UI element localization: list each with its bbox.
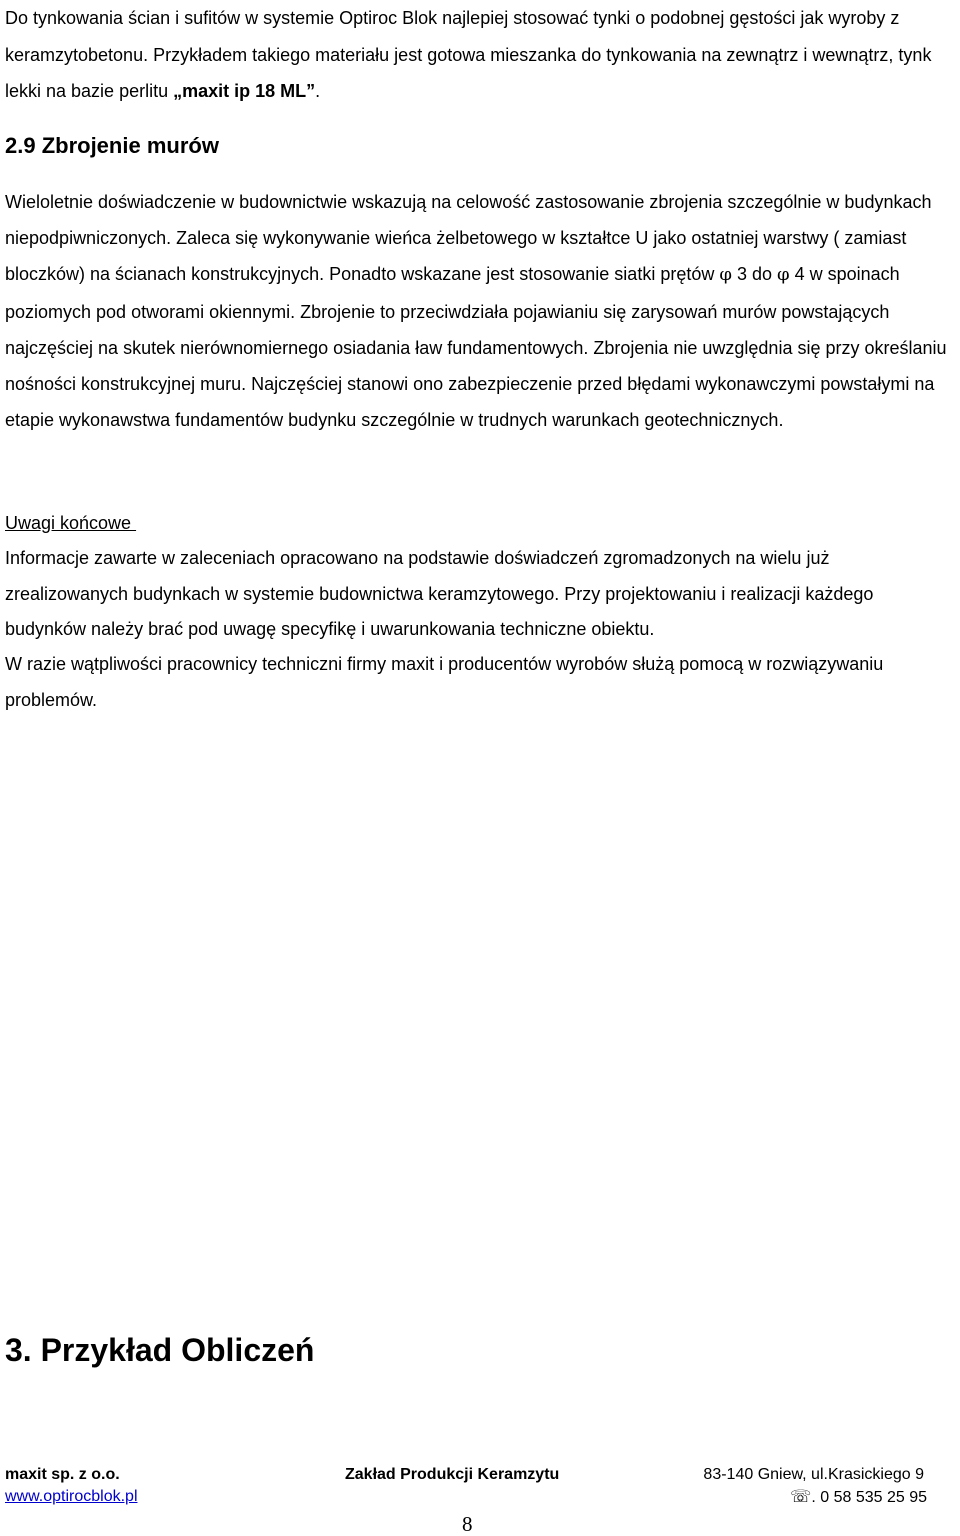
product-name: „maxit ip 18 ML” bbox=[173, 81, 316, 101]
intro-end: . bbox=[315, 81, 321, 101]
footer-phone-number: . 0 58 535 25 95 bbox=[811, 1489, 927, 1506]
intro-paragraph bbox=[5, 0, 955, 110]
reinforcement-text-2: 3 do bbox=[731, 264, 778, 285]
intro-text: Do tynkowania ścian i sufitów w systemie Optiroc Blok najlepiej stosować tynki o podobnej gęstości jak wyroby z keramzytobetonu. Przykładem takiego materiału jest gotowa mieszanka do tynkowania na zewnątrz i wewnątrz, tynk lekki na bazie perlitu bbox=[5, 8, 932, 101]
phi-symbol: φ bbox=[777, 264, 790, 286]
reinforcement-paragraph bbox=[5, 184, 960, 438]
footer-phone bbox=[790, 1486, 927, 1509]
remarks-paragraph-2: W razie wątpliwości pracownicy techniczni firmy maxit i producentów wyrobów służą pomocą w rozwiązywaniu problemów. bbox=[5, 654, 884, 710]
footer-website-link[interactable]: www.optirocblok.pl bbox=[5, 1488, 138, 1505]
section-heading-3: 3. Przykład Obliczeń bbox=[5, 1332, 315, 1368]
remarks-heading: Uwagi końcowe bbox=[5, 513, 137, 533]
footer-company: maxit sp. z o.o. bbox=[5, 1466, 120, 1483]
footer-address: 83-140 Gniew, ul.Krasickiego 9 bbox=[703, 1466, 924, 1483]
remarks-paragraph-1: Informacje zawarte w zaleceniach opracowano na podstawie doświadczeń zgromadzonych na wielu już zrealizowanych budynkach w systemie budownictwa keramzytowego. Przy projektowaniu i realizacji każdego budynków należy brać pod uwagę specyfikę i uwarunkowania techniczne obiektu. bbox=[5, 548, 874, 639]
section-heading-2-9: 2.9 Zbrojenie murów bbox=[5, 133, 219, 158]
page-number: 8 bbox=[462, 1512, 473, 1536]
phi-symbol: φ bbox=[719, 264, 732, 286]
footer-plant: Zakład Produkcji Keramzytu bbox=[345, 1466, 560, 1483]
reinforcement-text-3: 4 w spoinach poziomych pod otworami okiennymi. Zbrojenie to przeciwdziała pojawianiu się zarysowań murów powstających najczęściej na skutek nierównomiernego osiadania ław fundamentowych. Zbrojenia nie uwzględnia się przy określaniu nośności konstrukcyjnej muru. Najczęściej stanowi ono zabezpieczenie przed błędami wykonawczymi powstałymi na etapie wykonawstwa fundamentów budynku szczególnie w trudnych warunkach geotechnicznych. bbox=[5, 264, 947, 431]
reinforcement-text-1: Wieloletnie doświadczenie w budownictwie wskazują na celowość zastosowanie zbrojenia szczególnie w budynkach niepodpiwniczonych. Zaleca się wykonywanie wieńca żelbetowego w kształtce U jako ostatniej warstwy ( zamiast bloczków) na ścianach konstrukcyjnych. Ponadto wskazane jest stosowanie siatki prętów bbox=[5, 192, 932, 285]
phone-icon: ☏ bbox=[790, 1487, 812, 1506]
